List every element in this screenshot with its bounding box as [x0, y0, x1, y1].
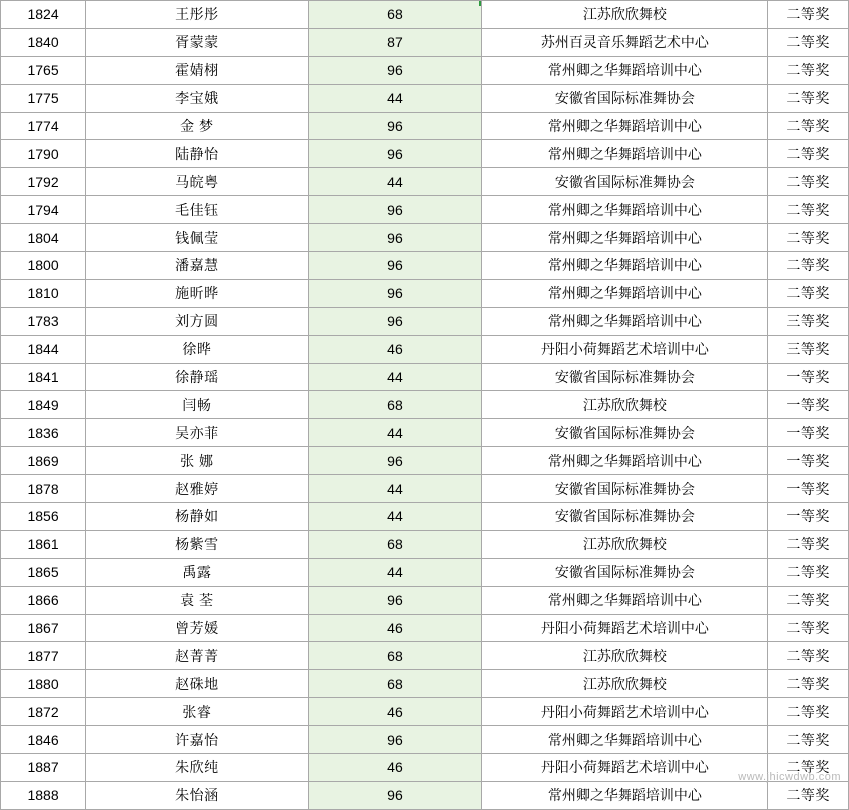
- cell-organization: 常州卿之华舞蹈培训中心: [482, 56, 768, 84]
- results-table-body: [1, 1, 849, 810]
- cell-name: 王彤彤: [86, 1, 309, 29]
- cell-score: [308, 1, 482, 29]
- cell-award: 二等奖: [768, 112, 849, 140]
- table-row: [1, 168, 849, 196]
- table-row: [1, 447, 849, 475]
- cell-organization: 安徽省国际标准舞协会: [482, 363, 768, 391]
- watermark-text: www.jhicwdwb.com: [738, 771, 841, 783]
- cell-score: 96: [308, 196, 482, 224]
- cell-score: 44: [308, 363, 482, 391]
- table-row: [1, 558, 849, 586]
- cell-award: 二等奖: [768, 279, 849, 307]
- cell-name: 杨静如: [86, 503, 309, 531]
- cell-organization: 常州卿之华舞蹈培训中心: [482, 196, 768, 224]
- table-row: [1, 698, 849, 726]
- cell-award: 二等奖: [768, 168, 849, 196]
- cell-organization: 常州卿之华舞蹈培训中心: [482, 726, 768, 754]
- cell-id: 1792: [1, 168, 86, 196]
- table-row: [1, 781, 849, 809]
- cell-name: 朱怡涵: [86, 781, 309, 809]
- cell-score-value: 68: [387, 6, 403, 23]
- cell-name: 钱佩莹: [86, 224, 309, 252]
- cell-award: 二等奖: [768, 196, 849, 224]
- table-row: [1, 503, 849, 531]
- cell-score: 44: [308, 503, 482, 531]
- cell-name: 曾芳媛: [86, 614, 309, 642]
- cell-score: 68: [308, 642, 482, 670]
- cell-name: 朱欣纯: [86, 754, 309, 782]
- cell-id: 1794: [1, 196, 86, 224]
- cell-score: 96: [308, 781, 482, 809]
- cell-name: 潘嘉慧: [86, 252, 309, 280]
- cell-id: 1880: [1, 670, 86, 698]
- table-row: [1, 196, 849, 224]
- cell-name: 闫畅: [86, 391, 309, 419]
- table-row: [1, 335, 849, 363]
- cell-name: 李宝娥: [86, 84, 309, 112]
- cell-id: 1765: [1, 56, 86, 84]
- cell-score: 46: [308, 754, 482, 782]
- cell-award: 三等奖: [768, 307, 849, 335]
- cell-id: 1861: [1, 530, 86, 558]
- cell-organization: 常州卿之华舞蹈培训中心: [482, 252, 768, 280]
- table-row: [1, 475, 849, 503]
- table-row: [1, 28, 849, 56]
- cell-award: 二等奖: [768, 84, 849, 112]
- cell-organization: 安徽省国际标准舞协会: [482, 84, 768, 112]
- cell-award: 一等奖: [768, 363, 849, 391]
- table-row: [1, 754, 849, 782]
- cell-organization: 丹阳小荷舞蹈艺术培训中心: [482, 698, 768, 726]
- table-row: [1, 279, 849, 307]
- cell-organization: 江苏欣欣舞校: [482, 670, 768, 698]
- cell-score: 68: [308, 391, 482, 419]
- cell-organization: 丹阳小荷舞蹈艺术培训中心: [482, 614, 768, 642]
- cell-name: 张睿: [86, 698, 309, 726]
- cell-name: 杨紫雪: [86, 530, 309, 558]
- cell-id: 1824: [1, 1, 86, 29]
- cell-score: 44: [308, 475, 482, 503]
- table-row: [1, 56, 849, 84]
- table-row: [1, 1, 849, 29]
- cell-score: 46: [308, 614, 482, 642]
- table-row: [1, 419, 849, 447]
- cell-name: 刘方圆: [86, 307, 309, 335]
- cell-id: 1846: [1, 726, 86, 754]
- cell-award: 二等奖: [768, 56, 849, 84]
- cell-score: 96: [308, 307, 482, 335]
- cell-organization: 江苏欣欣舞校: [482, 530, 768, 558]
- cell-id: 1836: [1, 419, 86, 447]
- cell-award: 二等奖: [768, 224, 849, 252]
- cell-score: 68: [308, 670, 482, 698]
- cell-id: 1775: [1, 84, 86, 112]
- cell-name: 徐晔: [86, 335, 309, 363]
- cell-award: 二等奖: [768, 781, 849, 809]
- cell-organization: 安徽省国际标准舞协会: [482, 503, 768, 531]
- table-row: [1, 530, 849, 558]
- cell-name: 张 娜: [86, 447, 309, 475]
- cell-name: 吴亦菲: [86, 419, 309, 447]
- cell-award: 一等奖: [768, 475, 849, 503]
- cell-name: 赵雅婷: [86, 475, 309, 503]
- cell-id: 1869: [1, 447, 86, 475]
- cell-organization: 常州卿之华舞蹈培训中心: [482, 781, 768, 809]
- cell-organization: 江苏欣欣舞校: [482, 1, 768, 29]
- table-row: [1, 252, 849, 280]
- table-row: [1, 307, 849, 335]
- table-row: [1, 670, 849, 698]
- cell-score: 87: [308, 28, 482, 56]
- cell-id: 1878: [1, 475, 86, 503]
- cell-score: 96: [308, 224, 482, 252]
- cell-id: 1865: [1, 558, 86, 586]
- cell-award: 一等奖: [768, 503, 849, 531]
- table-row: [1, 614, 849, 642]
- table-row: [1, 586, 849, 614]
- cell-id: 1866: [1, 586, 86, 614]
- table-row: [1, 642, 849, 670]
- cell-score: 96: [308, 112, 482, 140]
- cell-score: 46: [308, 698, 482, 726]
- cell-name: 袁 荃: [86, 586, 309, 614]
- cell-award: 二等奖: [768, 530, 849, 558]
- table-row: [1, 391, 849, 419]
- cell-name: 禹露: [86, 558, 309, 586]
- cell-id: 1804: [1, 224, 86, 252]
- cell-id: 1774: [1, 112, 86, 140]
- table-row: [1, 84, 849, 112]
- cell-id: 1840: [1, 28, 86, 56]
- table-row: [1, 224, 849, 252]
- cell-organization: 丹阳小荷舞蹈艺术培训中心: [482, 335, 768, 363]
- cell-organization: 丹阳小荷舞蹈艺术培训中心: [482, 754, 768, 782]
- cell-award: 二等奖: [768, 140, 849, 168]
- table-row: [1, 140, 849, 168]
- table-row: [1, 363, 849, 391]
- cell-id: 1849: [1, 391, 86, 419]
- cell-award: 二等奖: [768, 614, 849, 642]
- cell-award: 三等奖: [768, 335, 849, 363]
- cell-id: 1888: [1, 781, 86, 809]
- cell-score: 96: [308, 56, 482, 84]
- cell-score: 96: [308, 140, 482, 168]
- cell-organization: 安徽省国际标准舞协会: [482, 475, 768, 503]
- cell-award: 一等奖: [768, 391, 849, 419]
- table-row: [1, 112, 849, 140]
- cell-score: 96: [308, 279, 482, 307]
- cell-name: 马皖粤: [86, 168, 309, 196]
- cell-organization: 常州卿之华舞蹈培训中心: [482, 112, 768, 140]
- cell-score: 96: [308, 447, 482, 475]
- cell-organization: 常州卿之华舞蹈培训中心: [482, 447, 768, 475]
- cell-organization: 江苏欣欣舞校: [482, 391, 768, 419]
- cell-id: 1872: [1, 698, 86, 726]
- cell-award: 一等奖: [768, 447, 849, 475]
- cell-award: 二等奖: [768, 670, 849, 698]
- cell-name: 胥蒙蒙: [86, 28, 309, 56]
- cell-score: 96: [308, 252, 482, 280]
- cell-score: 44: [308, 84, 482, 112]
- cell-award: 二等奖: [768, 28, 849, 56]
- cell-score: 44: [308, 558, 482, 586]
- cell-organization: 江苏欣欣舞校: [482, 642, 768, 670]
- cell-organization: 常州卿之华舞蹈培训中心: [482, 140, 768, 168]
- cell-award: 二等奖: [768, 558, 849, 586]
- cell-name: 徐静瑶: [86, 363, 309, 391]
- cell-id: 1856: [1, 503, 86, 531]
- cell-organization: 苏州百灵音乐舞蹈艺术中心: [482, 28, 768, 56]
- cell-award: 一等奖: [768, 419, 849, 447]
- cell-score: 96: [308, 586, 482, 614]
- cell-award: 二等奖: [768, 698, 849, 726]
- cell-name: 金 梦: [86, 112, 309, 140]
- cell-award: 二等奖: [768, 1, 849, 29]
- cell-name: 赵菁菁: [86, 642, 309, 670]
- cell-award: 二等奖: [768, 252, 849, 280]
- cell-award: 二等奖: [768, 754, 849, 782]
- cell-name: 毛佳钰: [86, 196, 309, 224]
- cell-id: 1887: [1, 754, 86, 782]
- cell-id: 1810: [1, 279, 86, 307]
- cell-name: 霍婧栩: [86, 56, 309, 84]
- cell-name: 施昕晔: [86, 279, 309, 307]
- cell-score: 44: [308, 168, 482, 196]
- table-row: [1, 726, 849, 754]
- cell-award: 二等奖: [768, 642, 849, 670]
- cell-id: 1800: [1, 252, 86, 280]
- cell-id: 1841: [1, 363, 86, 391]
- cell-organization: 常州卿之华舞蹈培训中心: [482, 307, 768, 335]
- cell-organization: 常州卿之华舞蹈培训中心: [482, 279, 768, 307]
- cell-score: 44: [308, 419, 482, 447]
- cell-organization: 安徽省国际标准舞协会: [482, 419, 768, 447]
- cell-id: 1844: [1, 335, 86, 363]
- cell-name: 陆静怡: [86, 140, 309, 168]
- cell-name: 许嘉怡: [86, 726, 309, 754]
- cell-id: 1783: [1, 307, 86, 335]
- fill-handle-icon[interactable]: [479, 1, 482, 7]
- cell-organization: 常州卿之华舞蹈培训中心: [482, 586, 768, 614]
- cell-score: 96: [308, 726, 482, 754]
- cell-organization: 安徽省国际标准舞协会: [482, 168, 768, 196]
- cell-score: 68: [308, 530, 482, 558]
- cell-id: 1867: [1, 614, 86, 642]
- cell-id: 1790: [1, 140, 86, 168]
- cell-award: 二等奖: [768, 586, 849, 614]
- cell-organization: 安徽省国际标准舞协会: [482, 558, 768, 586]
- cell-award: 二等奖: [768, 726, 849, 754]
- cell-organization: 常州卿之华舞蹈培训中心: [482, 224, 768, 252]
- cell-score: 46: [308, 335, 482, 363]
- cell-name: 赵硃地: [86, 670, 309, 698]
- cell-id: 1877: [1, 642, 86, 670]
